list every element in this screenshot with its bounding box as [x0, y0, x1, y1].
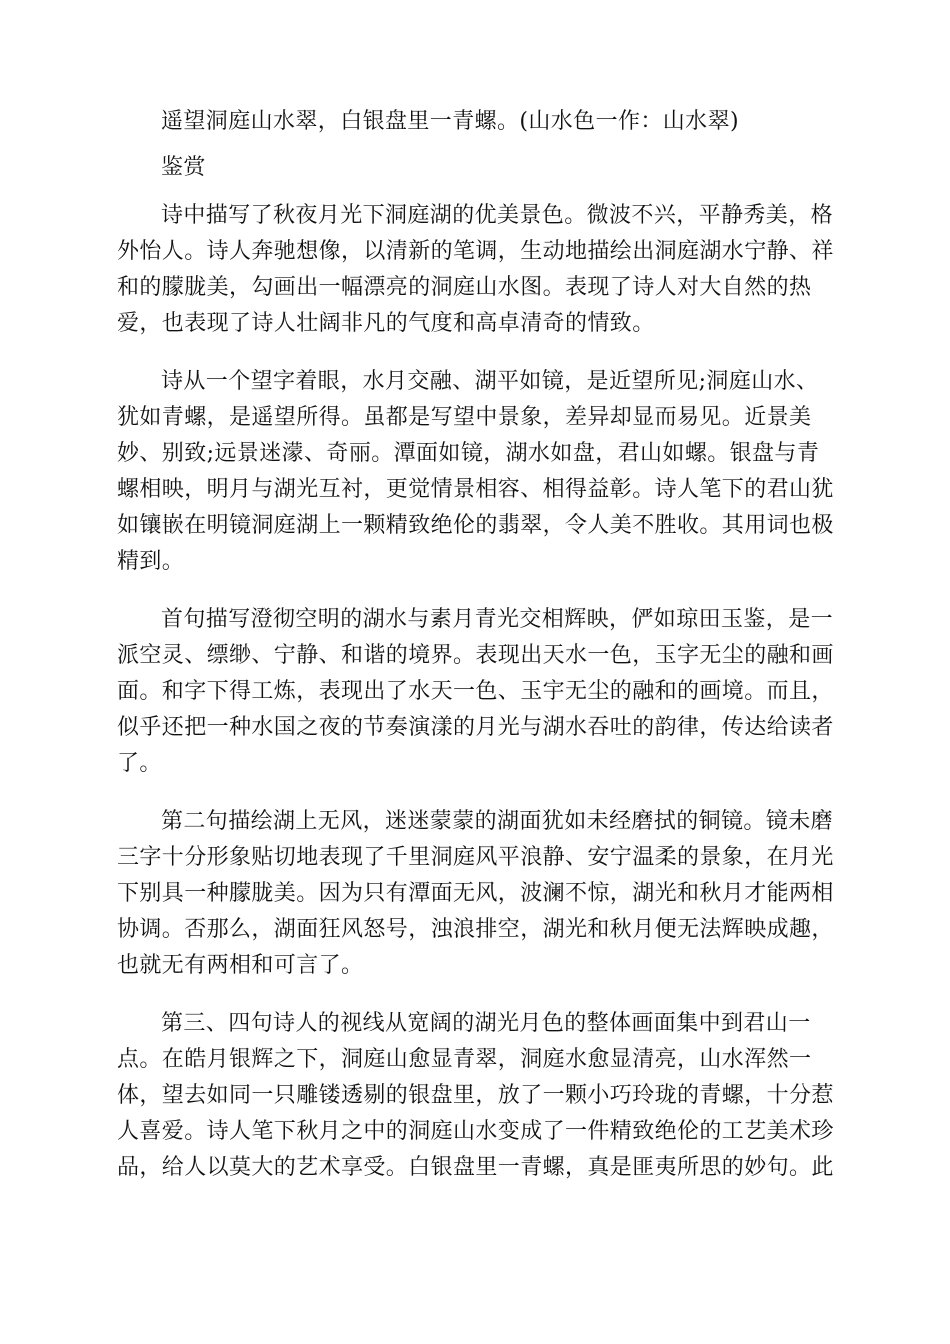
- paragraph-line: 诗从一个望字着眼，水月交融、湖平如镜，是近望所见;洞庭山水、: [161, 369, 819, 394]
- spacer: [117, 140, 837, 150]
- paragraph-line: 如镶嵌在明镜洞庭湖上一颗精致绝伦的翡翠，令人美不胜收。其用词也极: [117, 513, 834, 538]
- paragraph-line: 首句描写澄彻空明的湖水与素月青光交相辉映，俨如琼田玉鉴，是一: [161, 607, 834, 632]
- paragraph-line: 品，给人以莫大的艺术享受。白银盘里一青螺，真是匪夷所思的妙句。此: [117, 1155, 834, 1180]
- paragraph-line: 螺相映，明月与湖光互衬，更觉情景相容、相得益彰。诗人笔下的君山犹: [117, 477, 834, 502]
- paragraph-1: [117, 198, 837, 342]
- paragraph-line: 下别具一种朦胧美。因为只有潭面无风，波澜不惊，湖光和秋月才能两相: [117, 881, 834, 906]
- paragraph-line: 人喜爱。诗人笔下秋月之中的洞庭山水变成了一件精致绝伦的工艺美术珍: [117, 1119, 834, 1144]
- spacer: [117, 342, 837, 364]
- document-body: [117, 104, 837, 1186]
- paragraph-line: 面。和字下得工炼，表现出了水天一色、玉宇无尘的融和的画境。而且，: [117, 679, 834, 704]
- section-heading: 鉴赏: [161, 155, 206, 180]
- paragraph-line: 派空灵、缥缈、宁静、和谐的境界。表现出天水一色，玉字无尘的融和画: [117, 643, 834, 668]
- paragraph-line: 犹如青螺，是遥望所得。虽都是写望中景象，差异却显而易见。近景美: [117, 405, 812, 430]
- paragraph-line: 妙、别致;远景迷濛、奇丽。潭面如镜，湖水如盘，君山如螺。银盘与青: [117, 441, 820, 466]
- paragraph-line: 第二句描绘湖上无风，迷迷蒙蒙的湖面犹如未经磨拭的铜镜。镜未磨: [161, 809, 834, 834]
- paragraph-line: 爱，也表现了诗人壮阔非凡的气度和高卓清奇的情致。: [117, 311, 655, 336]
- poem-line: 遥望洞庭山水翠，白银盘里一青螺。(山水色一作：山水翠): [161, 109, 739, 134]
- paragraph-line: 外怡人。诗人奔驰想像，以清新的笔调，生动地描绘出洞庭湖水宁静、祥: [117, 239, 834, 264]
- paragraph-line: 似乎还把一种水国之夜的节奏演漾的月光与湖水吞吐的韵律，传达给读者: [117, 715, 834, 740]
- paragraph-5: [117, 1006, 837, 1186]
- spacer: [117, 186, 837, 198]
- paragraph-line: 诗中描写了秋夜月光下洞庭湖的优美景色。微波不兴，平静秀美，格: [161, 203, 834, 228]
- paragraph-line: 了。: [117, 751, 162, 776]
- paragraph-line: 精到。: [117, 549, 185, 574]
- paragraph-line: 也就无有两相和可言了。: [117, 953, 364, 978]
- paragraph-2: [117, 364, 837, 580]
- paragraph-line: 体，望去如同一只雕镂透剔的银盘里，放了一颗小巧玲珑的青螺，十分惹: [117, 1083, 834, 1108]
- paragraph-line: 第三、四句诗人的视线从宽阔的湖光月色的整体画面集中到君山一: [161, 1011, 811, 1036]
- paragraph-line: 三字十分形象贴切地表现了千里洞庭风平浪静、安宁温柔的景象，在月光: [117, 845, 834, 870]
- paragraph-line: 协调。否那么，湖面狂风怒号，浊浪排空，湖光和秋月便无法辉映成趣，: [117, 917, 834, 942]
- spacer: [117, 984, 837, 1006]
- spacer: [117, 782, 837, 804]
- paragraph-3: [117, 602, 837, 782]
- paragraph-line: 点。在皓月银辉之下，洞庭山愈显青翠，洞庭水愈显清亮，山水浑然一: [117, 1047, 812, 1072]
- spacer: [117, 580, 837, 602]
- paragraph-4: [117, 804, 837, 984]
- paragraph-line: 和的朦胧美，勾画出一幅漂亮的洞庭山水图。表现了诗人对大自然的热: [117, 275, 812, 300]
